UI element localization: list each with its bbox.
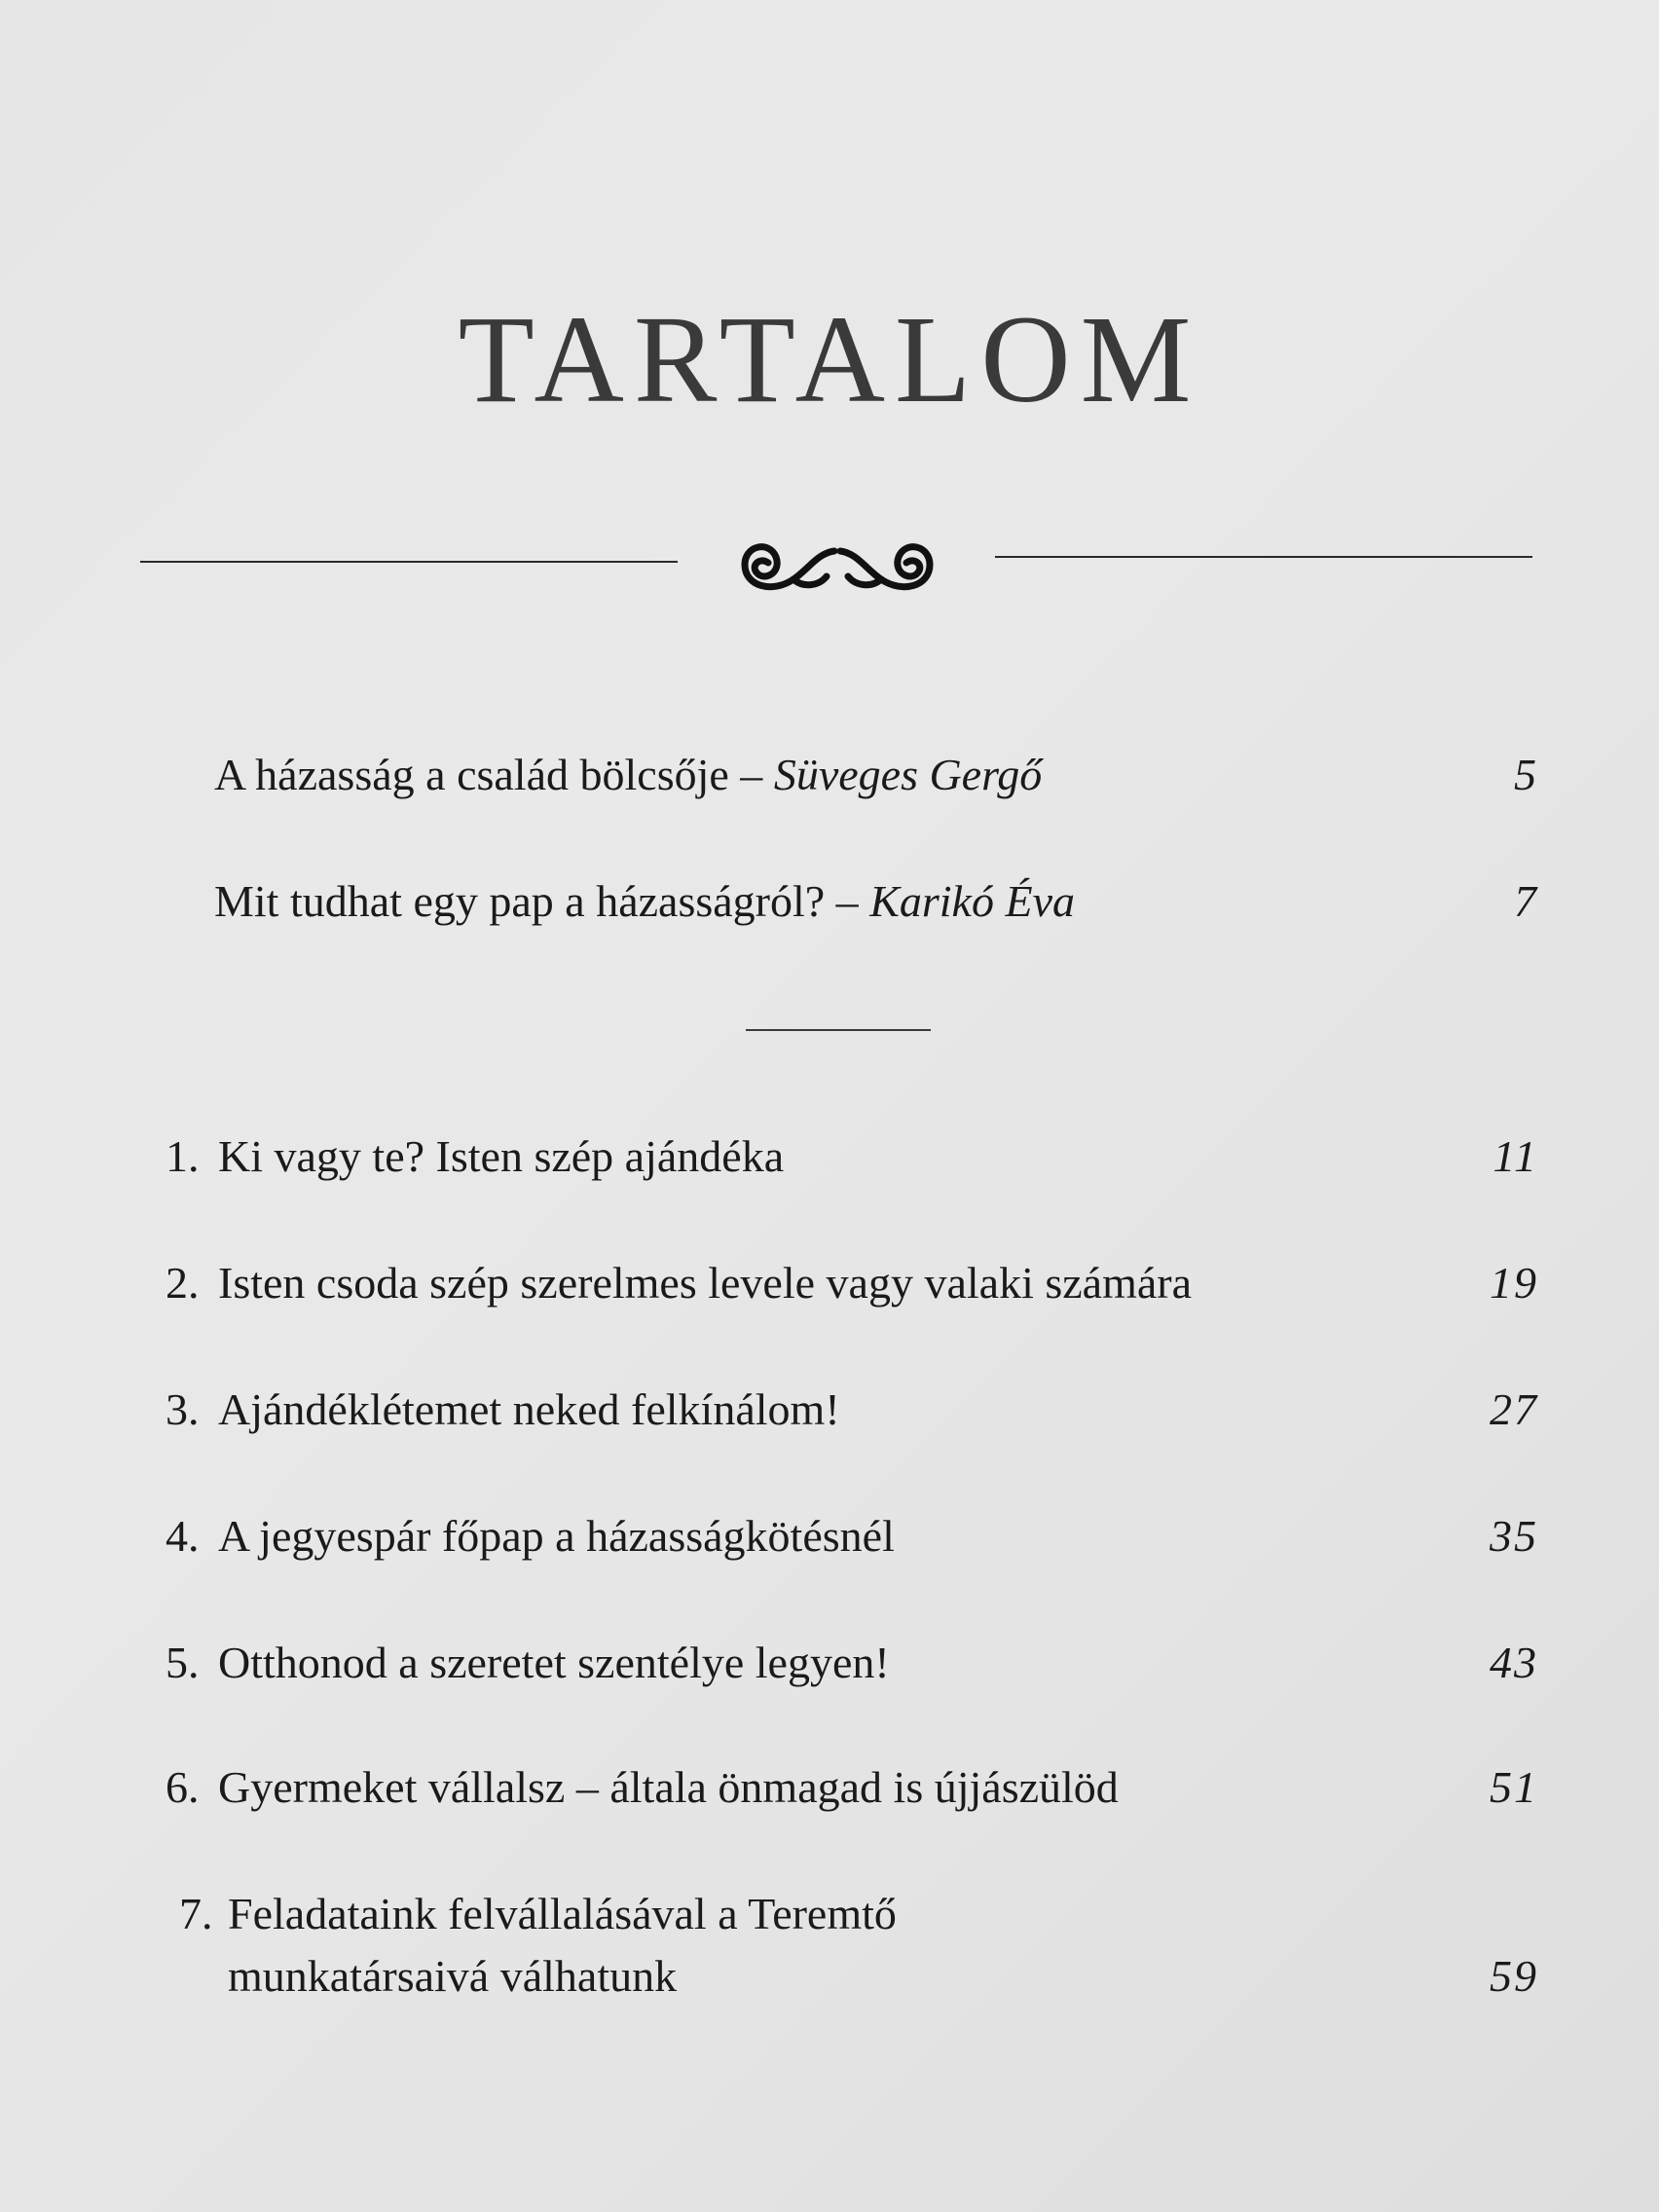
chapter-number: 5. [166,1638,200,1687]
toc-entry-chapter-7 [166,1885,1538,2011]
chapter-number: 6. [166,1762,200,1812]
entry-text [214,746,1431,804]
title-rule-right [995,556,1532,558]
chapter-title: A jegyespár főpap a házasságkötésnél [218,1511,895,1561]
title-rule-left [140,561,678,563]
entry-author: Karikó Éva [869,876,1075,926]
chapter-number: 3. [166,1384,200,1434]
entry-page-number: 19 [1490,1258,1538,1308]
ornament-icon [725,526,949,604]
entry-page-number: 5 [1514,750,1538,799]
entry-page-number: 43 [1490,1638,1538,1687]
chapter-title-line-1: Feladataink felvállalásával a Teremtő [228,1889,897,1938]
chapter-title: Ajándéklétemet neked felkínálom! [218,1384,840,1434]
chapter-number: 2. [166,1258,200,1308]
chapter-title: Otthonod a szeretet szentélye legyen! [218,1638,890,1687]
chapter-title: Ki vagy te? Isten szép ajándéka [218,1131,785,1181]
entry-title: Mit tudhat egy pap a házasságról? – [214,876,870,926]
chapter-title: Isten csoda szép szerelmes levele vagy valaki számára [218,1258,1193,1308]
chapter-title: Gyermeket vállalsz – általa önmagad is újjászülöd [218,1762,1119,1812]
page-title: TARTALOM [458,290,1201,428]
chapter-number: 1. [166,1131,200,1181]
entry-page-number: 59 [1490,1951,1538,2001]
chapter-number: 4. [166,1511,200,1561]
entry-text [214,872,1431,931]
entry-page-number: 11 [1493,1131,1538,1181]
entry-page-number: 7 [1514,876,1538,926]
entry-page-number: 51 [1490,1762,1538,1812]
entry-page-number: 27 [1490,1384,1538,1434]
section-divider [746,1029,931,1031]
chapter-number: 7. [179,1889,213,1938]
entry-title: A házasság a család bölcsője – [214,750,774,799]
entry-author: Süveges Gergő [773,750,1043,799]
entry-page-number: 35 [1490,1511,1538,1561]
chapter-title-line-2: munkatársaivá válhatunk [228,1951,678,2001]
